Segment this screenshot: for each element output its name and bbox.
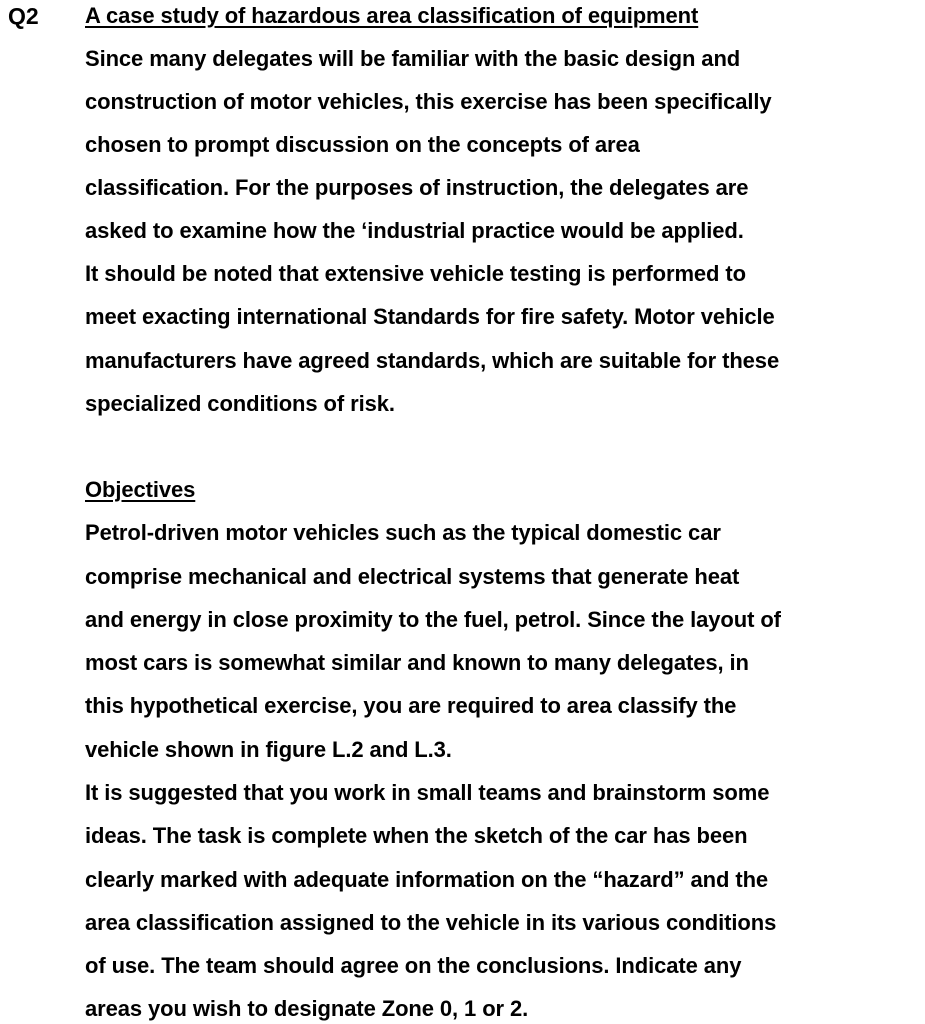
intro-line: asked to examine how the ‘industrial practice would be applied. (85, 218, 744, 243)
objectives-line: It is suggested that you work in small teams and brainstorm some (85, 780, 770, 805)
intro-line: construction of motor vehicles, this exercise has been specifically (85, 89, 772, 114)
objectives-line: vehicle shown in figure L.2 and L.3. (85, 737, 452, 762)
intro-line: Since many delegates will be familiar with the basic design and (85, 46, 741, 71)
objectives-line: areas you wish to designate Zone 0, 1 or 2. (85, 996, 529, 1021)
intro-line: It should be noted that extensive vehicle testing is performed to (85, 261, 746, 286)
intro-line: classification. For the purposes of instruction, the delegates are (85, 175, 749, 200)
question-number: Q2 (8, 3, 39, 29)
intro-line: specialized conditions of risk. (85, 391, 395, 416)
objectives-line: area classification assigned to the vehicle in its various conditions (85, 910, 777, 935)
objectives-line: clearly marked with adequate information on the “hazard” and the (85, 867, 769, 892)
objectives-line: ideas. The task is complete when the sketch of the car has been (85, 823, 748, 848)
objectives-line: and energy in close proximity to the fuel, petrol. Since the layout of (85, 607, 781, 632)
question-title: A case study of hazardous area classification of equipment (85, 3, 699, 28)
intro-line: manufacturers have agreed standards, which are suitable for these (85, 348, 780, 373)
objectives-line: most cars is somewhat similar and known to many delegates, in (85, 650, 749, 675)
objectives-line: of use. The team should agree on the conclusions. Indicate any (85, 953, 742, 978)
intro-line: chosen to prompt discussion on the concepts of area (85, 132, 640, 157)
objectives-line: Petrol-driven motor vehicles such as the typical domestic car (85, 520, 721, 545)
objectives-line: this hypothetical exercise, you are required to area classify the (85, 693, 737, 718)
intro-line: meet exacting international Standards for fire safety. Motor vehicle (85, 304, 775, 329)
objectives-heading: Objectives (85, 477, 196, 502)
objectives-line: comprise mechanical and electrical systems that generate heat (85, 564, 740, 589)
